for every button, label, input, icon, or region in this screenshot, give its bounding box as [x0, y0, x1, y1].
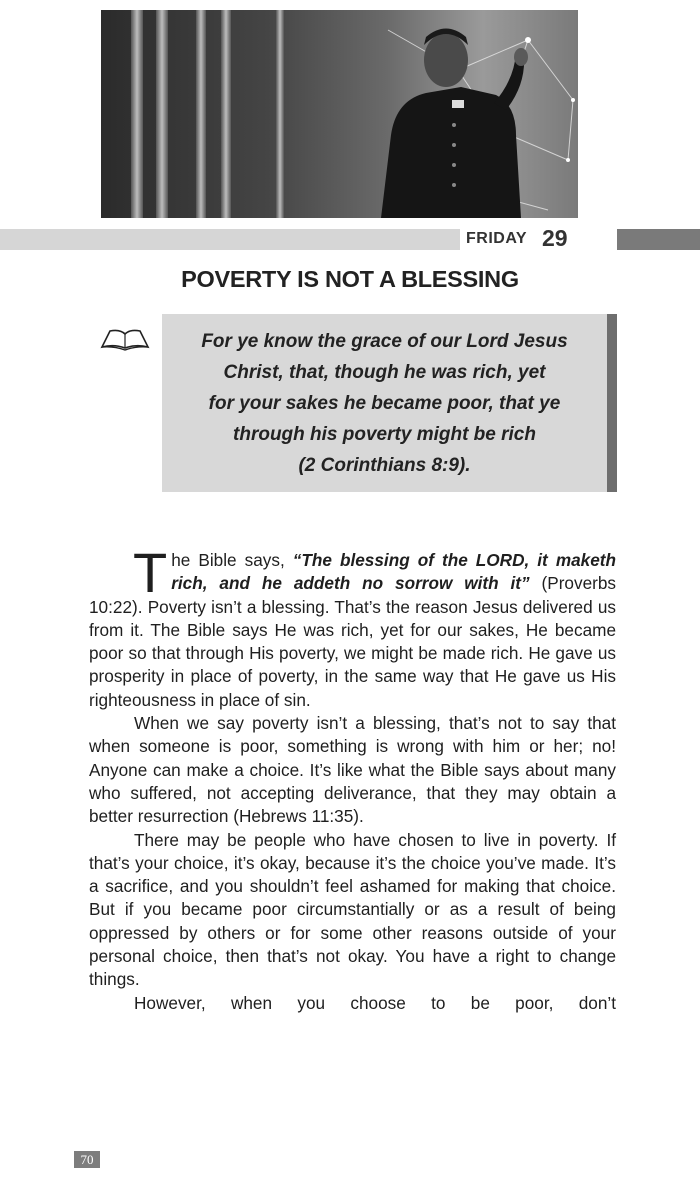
- paragraph-2: When we say poverty isn’t a blessing, that’s not to say that when someone is poor, something is wrong with him or her; no! Anyone can make a choice. It’s like what the Bible says about many who suffered, not accepting deliverance, that they may obtain a better resurrection (Hebrews 11:35).: [89, 713, 616, 827]
- scripture-line: through his poverty might be rich: [233, 424, 536, 445]
- date-bar-accent: [617, 229, 700, 250]
- paragraph-1-intro: he Bible says,: [171, 550, 293, 570]
- paragraph-1-rest: (Proverbs 10:22). Poverty isn’t a blessing. That’s the reason Jesus delivered us from it. The Bible says He was rich, yet for our sakes, He became poor so that through His poverty, we might be made rich. He gave us prosperity in place of poverty, in the same way that He gave us His righteousness in place of sin.: [89, 573, 617, 710]
- open-book-icon: [100, 327, 150, 351]
- scripture-reference: (2 Corinthians 8:9).: [298, 455, 471, 476]
- article-body: [89, 541, 617, 1015]
- paragraph-3: There may be people who have chosen to live in poverty. If that’s your choice, it’s okay, because it’s the choice you’ve made. It’s a sacrifice, and you shouldn’t feel ashamed for making that choice. But if you became poor circumstantially or as a result of being oppressed by others or for some other reasons outside of your personal choice, then that’s not okay. You have a right to change things.: [89, 829, 616, 990]
- date-bar: [0, 229, 460, 250]
- drop-cap: T: [133, 541, 168, 604]
- speaker-figure: [366, 15, 556, 218]
- paragraph-4: However, when you choose to be poor, don’t: [134, 992, 616, 1013]
- scripture-line: for your sakes he became poor, that ye: [208, 393, 561, 414]
- scripture-line: Christ, that, though he was rich, yet: [223, 362, 546, 383]
- bible-quote: “The blessing of the LORD, it maketh rich, and he addeth no sorrow with it”: [171, 550, 616, 594]
- paragraph-1: [89, 541, 617, 712]
- day-name: FRIDAY: [466, 230, 528, 247]
- scripture-box: [162, 314, 617, 492]
- page-title: POVERTY IS NOT A BLESSING: [181, 266, 519, 292]
- header-photo: [101, 10, 578, 218]
- scripture-text: [162, 326, 607, 481]
- page-number: 70: [74, 1151, 100, 1168]
- day-number: 29: [542, 225, 568, 251]
- scripture-line: For ye know the grace of our Lord Jesus: [201, 331, 568, 352]
